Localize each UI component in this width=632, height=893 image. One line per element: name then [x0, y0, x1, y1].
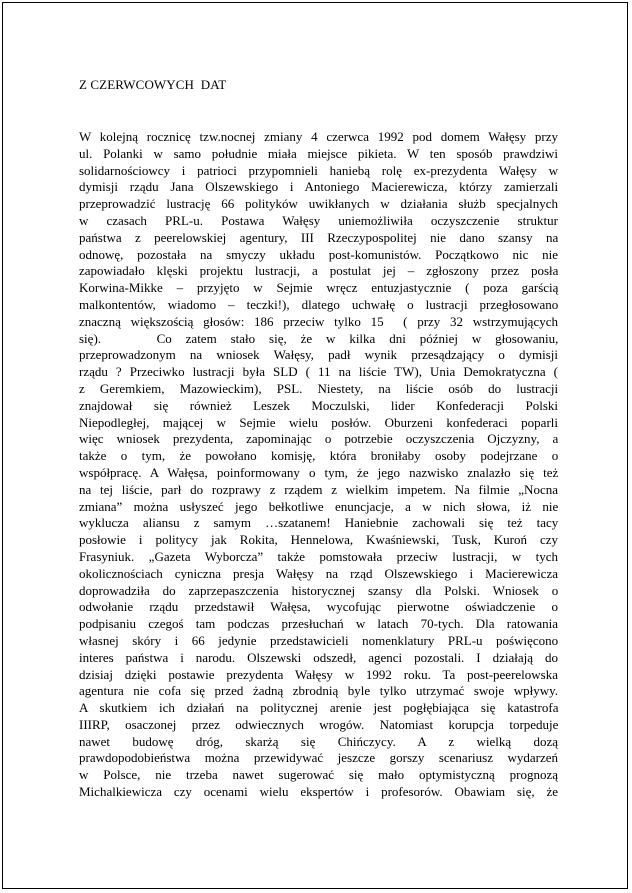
- body-line: wyklucza aliansu z samym …szatanem! Haniebnie zachowali się też tacy: [79, 515, 559, 531]
- body-line: Michalkiewicza czy ocenami wielu ekspertów i profesorów. Obawiam się, że: [79, 784, 558, 800]
- body-line: państwa z peerelowskiej agentury, III Rzeczypospolitej nie dano szansy na: [79, 229, 559, 245]
- body-line: w Polsce, nie trzeba nawet sugerować się mało optymistyczną prognozą: [79, 767, 558, 783]
- body-line: prawdopodobieństwa można przewidywać jeszcze gorszy scenariusz wydarzeń: [79, 750, 558, 766]
- body-line: nawet budowę dróg, skarżą się Chińczycy. A z wielką dozą: [79, 733, 559, 749]
- body-line: solidarnościowcy i patrioci przypomnieli haniebą rolę ex-prezydenta Wałęsy w: [79, 162, 558, 178]
- body-line: z Geremkiem, Mazowieckim), PSL. Niestety, na liście osób do lustracji: [79, 380, 559, 396]
- body-line: się). Co zatem stało się, że w kilka dni później w głosowaniu,: [79, 330, 559, 346]
- body-line: Niepodległej, mającej w Sejmie wielu posłów. Oburzeni konfederaci poparli: [79, 414, 558, 430]
- body-line: W kolejną rocznicę tzw.nocnej zmiany 4 czerwca 1992 pod domem Wałęsy przy: [79, 129, 558, 144]
- body-line: IIIRP, osaczonej przez odwiecznych wrogów. Natomiast korupcja torpeduje: [79, 716, 559, 732]
- document-page: [2, 2, 628, 889]
- body-line: ul. Polanki w samo południe miała miejsce pikieta. W ten sposób prawdziwi: [79, 145, 559, 161]
- body-line: w czasach PRL-u. Postawa Wałęsy uniemożliwiła oczyszczenie struktur: [79, 212, 558, 228]
- body-line: Frasyniuk. „Gazeta Wyborcza” także pomstowała przeciw lustracji, w tych: [79, 548, 558, 564]
- body-line: A skutkiem ich działań na politycznej arenie jest pogłębiająca się katastrofa: [79, 700, 559, 716]
- body-line: agentura nie cofa się przed żadną zbrodnią byle tylko utrzymać swoje wpływy.: [79, 683, 558, 699]
- document-title: Z CZERWCOWYCH DAT: [79, 77, 227, 92]
- body-line: odwołanie rządu przedstawił Wałęsa, wycofując pierwotne oświadczenie o: [79, 599, 558, 615]
- body-line: odnowę, pozostała na smyczy układu post-komunistów. Początkowo nic nie: [79, 246, 558, 262]
- body-line: rządu ? Przeciwko lustracji była SLD ( 11 na liście TW), Unia Demokratyczna (: [79, 364, 558, 380]
- body-line: zapowiadało klęski projektu lustracji, a postulat jej – zgłoszony przez posła: [79, 263, 559, 279]
- body-line: znaczną większością głosów: 186 przeciw tylko 15 ( przy 32 wstrzymujących: [79, 313, 558, 329]
- body-line: podpisaniu czegoś tam podczas przesłuchań w latach 70-tych. Dla ratowania: [79, 616, 558, 632]
- body-line: Korwina-Mikke – przyjęto w Sejmie wręcz entuzjastycznie ( poza garścią: [79, 280, 559, 296]
- body-line: więc wniosek prezydenta, zapominając o potrzebie oczyszczenia Ojczyzny, a: [79, 431, 559, 447]
- article-body: [79, 129, 558, 801]
- body-line: okolicznościach cyniczna presja Wałęsy na rząd Olszewskiego i Macierewicza: [79, 565, 558, 581]
- body-line: interes państwa i narodu. Olszewski odszedł, agenci pozostali. I działają do: [79, 649, 558, 665]
- body-line: posłowie i politycy jak Rokita, Hennelowa, Kwaśniewski, Tusk, Kuroń czy: [79, 532, 558, 548]
- body-line: doprowadziła do zaprzepaszczenia historycznej szansy dla Polski. Wniosek o: [79, 582, 559, 598]
- body-line: własnej skóry i 66 jedynie przedstawicieli nomenklatury PRL-u poświęcono: [79, 632, 559, 648]
- body-line: malkontentów, wiadomo – teczki!), dlatego uchwałę o lustracji przegłosowano: [79, 296, 559, 312]
- body-line: na tej liście, parł do rozprawy z rządem z wielkim impetem. Na filmie „Nocna: [79, 481, 558, 497]
- body-line: zmiana” można usłyszeć jego bełkotliwe enuncjacje, a w nich słowa, iż nie: [79, 498, 559, 514]
- body-line: dymisji rządu Jana Olszewskiego i Antoniego Macierewicza, którzy zamierzali: [79, 179, 559, 195]
- body-line: przeprowadzonym na wniosek Wałęsy, padł wynik przesądzający o dymisji: [79, 347, 558, 363]
- body-line: dzisiaj dzięki postawie prezydenta Wałęsy w 1992 roku. Ta post-peerelowska: [79, 666, 558, 682]
- body-line: współpracę. A Wałęsa, poinformowany o tym, że jego nazwisko znalazło się też: [79, 464, 559, 480]
- body-line: przeprowadzić lustrację 66 polityków uwikłanych w działania służb specjalnych: [79, 196, 559, 212]
- body-line: także o tym, że powołano komisję, która broniłaby osoby podejrzane o: [79, 448, 559, 464]
- body-line: znajdował się również Leszek Moczulski, lider Konfederacji Polski: [79, 397, 558, 413]
